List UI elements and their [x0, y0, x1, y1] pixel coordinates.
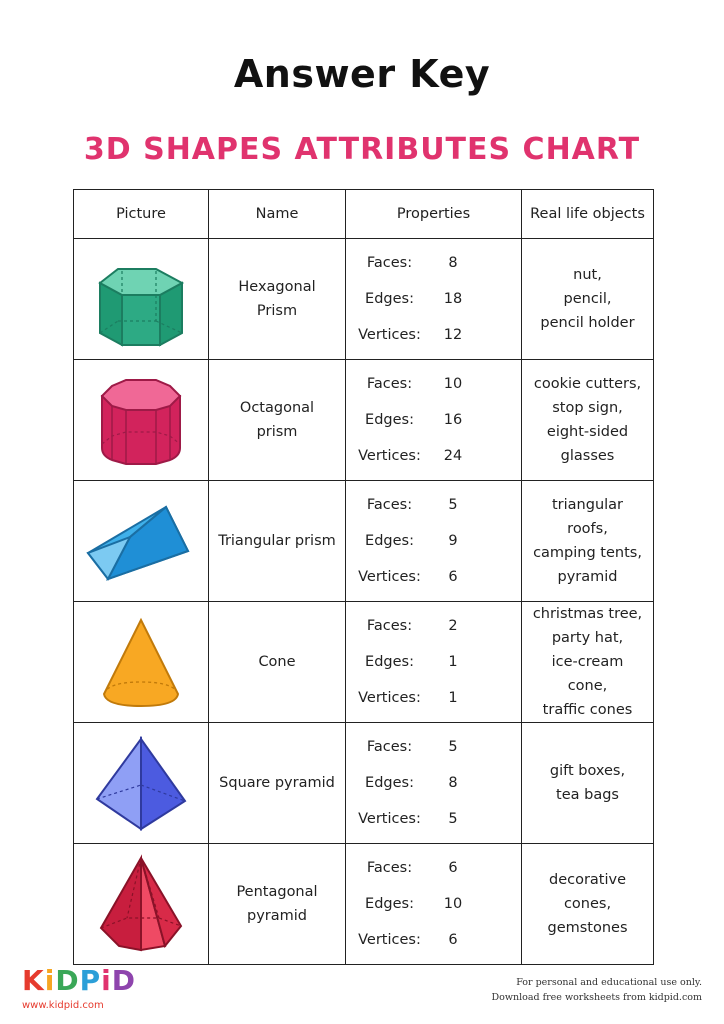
square-pyramid-icon	[93, 735, 189, 831]
shape-picture-cell	[74, 602, 209, 723]
triangular-prism-icon	[86, 493, 196, 589]
shape-name-cell	[209, 481, 346, 602]
objects-cell	[522, 844, 654, 965]
object-line: gift boxes,	[549, 763, 626, 779]
shape-name-line: Triangular prism	[218, 533, 336, 549]
hexagonal-prism-icon	[96, 251, 186, 347]
properties-cell	[346, 723, 522, 844]
table-row	[74, 844, 654, 965]
object-line: christmas tree,	[532, 606, 643, 622]
shape-name-cell	[209, 239, 346, 360]
table-row	[74, 239, 654, 360]
faces-row	[346, 487, 521, 523]
shape-name-cell	[209, 723, 346, 844]
faces-value: 10	[443, 376, 463, 392]
vertices-value: 6	[448, 932, 458, 948]
page-title: Answer Key	[233, 52, 491, 96]
shape-picture-cell	[74, 844, 209, 965]
vertices-value: 12	[443, 327, 463, 343]
object-line: nut,	[573, 267, 602, 283]
edges-value: 8	[448, 775, 458, 791]
table-row	[74, 360, 654, 481]
kidpid-logo[interactable]	[22, 966, 136, 996]
footer-line: For personal and educational use only.	[516, 977, 702, 988]
object-line: cone,	[567, 678, 608, 694]
object-line: eight-sided	[546, 424, 629, 440]
object-line: tea bags	[556, 787, 619, 803]
vertices-value: 24	[443, 448, 463, 464]
edges-label: Edges:	[365, 654, 414, 670]
object-line: party hat,	[551, 630, 624, 646]
object-line: gemstones	[547, 920, 628, 936]
logo-letter: P	[79, 964, 102, 997]
logo-letter: K	[22, 964, 45, 997]
table-row	[74, 602, 654, 723]
object-line: ice-cream	[551, 654, 624, 670]
shape-picture-cell	[74, 239, 209, 360]
logo-url-link[interactable]: www.kidpid.com	[22, 1000, 104, 1011]
logo-letter: D	[111, 964, 136, 997]
vertices-label: Vertices:	[358, 811, 421, 827]
shape-name-line: Prism	[256, 303, 298, 319]
object-line: decorative	[548, 872, 627, 888]
faces-label: Faces:	[366, 618, 413, 634]
edges-value: 10	[443, 896, 463, 912]
object-line: pencil holder	[540, 315, 635, 331]
object-line: pyramid	[557, 569, 618, 585]
edges-row	[346, 644, 521, 680]
properties-cell	[346, 239, 522, 360]
logo-letter: i	[101, 964, 112, 997]
cone-icon	[96, 614, 186, 710]
edges-label: Edges:	[365, 412, 414, 428]
shape-name-line: Hexagonal	[238, 279, 316, 295]
properties-cell	[346, 481, 522, 602]
header-objects: Real life objects	[522, 190, 654, 239]
edges-label: Edges:	[365, 291, 414, 307]
objects-cell	[522, 481, 654, 602]
logo-letter: D	[55, 964, 80, 997]
faces-label: Faces:	[366, 860, 413, 876]
faces-value: 5	[448, 497, 458, 513]
properties-cell	[346, 602, 522, 723]
edges-row	[346, 886, 521, 922]
shape-name-line: Pentagonal	[236, 884, 318, 900]
shape-name-line: Square pyramid	[219, 775, 335, 791]
shape-name-cell	[209, 360, 346, 481]
edges-value: 16	[443, 412, 463, 428]
edges-label: Edges:	[365, 533, 414, 549]
pentagonal-pyramid-icon	[99, 854, 183, 954]
objects-cell	[522, 360, 654, 481]
object-line: stop sign,	[552, 400, 623, 416]
properties-cell	[346, 844, 522, 965]
faces-row	[346, 608, 521, 644]
shape-name-cell	[209, 602, 346, 723]
faces-row	[346, 366, 521, 402]
shape-picture-cell	[74, 481, 209, 602]
object-line: pencil,	[563, 291, 612, 307]
vertices-label: Vertices:	[358, 327, 421, 343]
objects-cell	[522, 239, 654, 360]
table-row	[74, 723, 654, 844]
vertices-label: Vertices:	[358, 690, 421, 706]
page-subtitle: 3D SHAPES ATTRIBUTES CHART	[83, 132, 641, 167]
object-line: cookie cutters,	[533, 376, 642, 392]
faces-value: 8	[448, 255, 458, 271]
vertices-label: Vertices:	[358, 448, 421, 464]
shape-name-cell	[209, 844, 346, 965]
properties-cell	[346, 360, 522, 481]
vertices-row	[346, 559, 521, 595]
object-line: camping tents,	[533, 545, 642, 561]
footer-note	[492, 975, 702, 1005]
edges-label: Edges:	[365, 775, 414, 791]
logo-letter: i	[44, 964, 56, 997]
vertices-row	[346, 680, 521, 716]
edges-row	[346, 281, 521, 317]
edges-value: 18	[443, 291, 463, 307]
vertices-value: 1	[448, 690, 458, 706]
faces-label: Faces:	[366, 497, 413, 513]
octagonal-prism-icon	[96, 372, 186, 468]
object-line: triangular	[551, 497, 624, 513]
vertices-value: 6	[448, 569, 458, 585]
edges-row	[346, 402, 521, 438]
shape-picture-cell	[74, 360, 209, 481]
vertices-label: Vertices:	[358, 569, 421, 585]
faces-value: 5	[448, 739, 458, 755]
vertices-row	[346, 438, 521, 474]
faces-value: 6	[448, 860, 458, 876]
edges-row	[346, 765, 521, 801]
object-line: roofs,	[567, 521, 608, 537]
vertices-row	[346, 922, 521, 958]
objects-cell	[522, 723, 654, 844]
vertices-label: Vertices:	[358, 932, 421, 948]
faces-label: Faces:	[366, 739, 413, 755]
faces-row	[346, 245, 521, 281]
object-line: traffic cones	[542, 702, 633, 718]
faces-row	[346, 729, 521, 765]
faces-label: Faces:	[366, 255, 413, 271]
edges-value: 1	[448, 654, 458, 670]
table-row	[74, 481, 654, 602]
attributes-table	[73, 189, 654, 965]
faces-row	[346, 850, 521, 886]
object-line: cones,	[563, 896, 612, 912]
object-line: glasses	[560, 448, 615, 464]
objects-cell	[522, 602, 654, 723]
header-name: Name	[209, 190, 346, 239]
footer-line: Download free worksheets from kidpid.com	[491, 992, 702, 1003]
header-properties: Properties	[346, 190, 522, 239]
vertices-row	[346, 317, 521, 353]
edges-row	[346, 523, 521, 559]
faces-label: Faces:	[366, 376, 413, 392]
shape-name-line: prism	[256, 424, 298, 440]
header-row	[74, 190, 654, 239]
edges-value: 9	[448, 533, 458, 549]
header-picture: Picture	[74, 190, 209, 239]
shape-name-line: Cone	[258, 654, 296, 670]
shape-name-line: pyramid	[247, 908, 307, 924]
vertices-row	[346, 801, 521, 837]
vertices-value: 5	[448, 811, 458, 827]
shape-name-line: Octagonal	[239, 400, 315, 416]
shape-picture-cell	[74, 723, 209, 844]
faces-value: 2	[448, 618, 458, 634]
edges-label: Edges:	[365, 896, 414, 912]
